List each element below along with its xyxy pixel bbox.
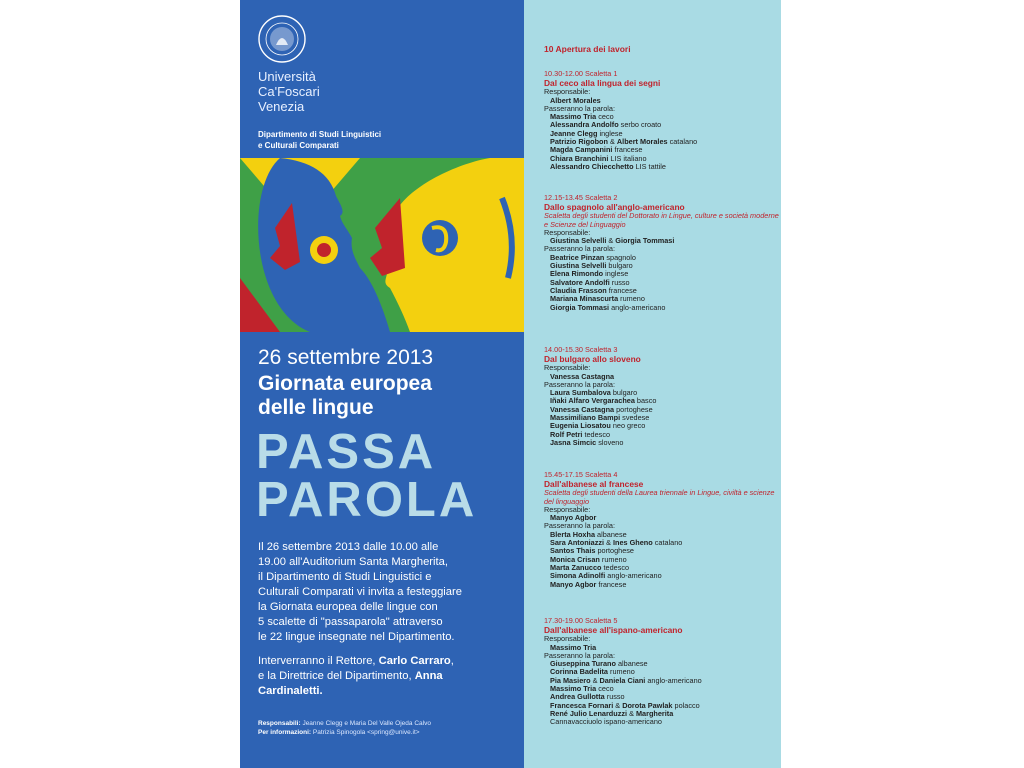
language-label: inglese xyxy=(603,269,629,279)
person-name: Monica Crisan xyxy=(550,554,600,564)
ampersand: & xyxy=(590,675,600,685)
speakers-line xyxy=(258,654,520,669)
person-name: Giustina Selvelli xyxy=(550,261,607,271)
language-label: polacco xyxy=(672,700,700,710)
footer-label: Responsabili: xyxy=(258,720,301,727)
speaker-row xyxy=(544,581,779,589)
passeranno-label: Passeranno la parola: xyxy=(544,379,615,389)
scaletta-title: Dal bulgaro allo sloveno xyxy=(544,354,641,365)
person-name: Laura Sumbalova xyxy=(550,388,611,398)
intro-line: 5 scalette di "passaparola" attraverso xyxy=(258,616,443,628)
language-label: russo xyxy=(604,692,625,702)
scaletta-time: 17.30-19.00 Scaletta 5 xyxy=(544,616,618,625)
university-line-2: Ca'Foscari xyxy=(258,84,320,99)
person-name: Pia Masiero xyxy=(550,675,591,685)
person-name: Chiara Branchini xyxy=(550,153,609,163)
person-name: Manyo Agbor xyxy=(550,513,597,523)
person-name: Massimo Tria xyxy=(550,642,597,652)
person-name: Mariana Minascurta xyxy=(550,294,619,304)
scaletta-block xyxy=(544,471,779,589)
person-name: Jeanne Clegg xyxy=(550,128,598,138)
language-label: russo xyxy=(609,277,630,287)
footer-responsabili xyxy=(258,719,431,728)
language-label: LIS italiano xyxy=(608,153,647,163)
scaletta-note: Scaletta degli studenti del Dottorato in Lingue, culture e società moderne e Scienze del Linguaggio xyxy=(544,211,779,229)
person-name: René Julio Lenarduzzi xyxy=(550,708,628,718)
scaletta-block xyxy=(544,346,779,447)
director-name-part: Anna xyxy=(414,670,443,682)
language-label: francese xyxy=(596,579,627,589)
passaparola-heading xyxy=(256,425,478,527)
language-label: francese xyxy=(612,145,643,155)
ampersand: & xyxy=(627,708,636,718)
intro-line: le 22 lingue insegnate nel Dipartimento. xyxy=(258,631,455,643)
footer-label: Per informazioni: xyxy=(258,729,312,736)
language-label: albanese xyxy=(595,529,627,539)
scaletta-time: 12.15-13.45 Scaletta 2 xyxy=(544,193,618,202)
language-label: LIS tattile xyxy=(633,161,666,171)
language-label: francese xyxy=(606,285,637,295)
speaker-row xyxy=(544,439,779,447)
footer-info xyxy=(258,719,431,737)
intro-paragraph xyxy=(258,540,520,645)
opening-heading: 10 Apertura dei lavori xyxy=(544,44,631,54)
person-name: Ines Gheno xyxy=(612,538,653,548)
university-line-3: Venezia xyxy=(258,99,305,114)
speakers-text: e la Direttrice del Dipartimento, xyxy=(258,670,415,682)
passaparola-line-1: PASSA xyxy=(256,425,437,479)
person-name: Francesca Fornari xyxy=(550,700,614,710)
ampersand: & xyxy=(604,538,613,548)
language-label: rumeno xyxy=(599,554,627,564)
language-label: rumeno xyxy=(618,294,645,304)
scaletta-time: 15.45-17.15 Scaletta 4 xyxy=(544,470,618,479)
passeranno-label: Passeranno la parola: xyxy=(544,650,615,660)
intro-line: il Dipartimento di Studi Linguistici e xyxy=(258,571,432,583)
person-name: Albert Morales xyxy=(616,137,668,147)
intro-line: 19.00 all'Auditorium Santa Margherita, xyxy=(258,556,448,568)
language-label: tedesco xyxy=(601,562,630,572)
person-name: Vanessa Castagna xyxy=(550,371,615,381)
person-name: Daniela Ciani xyxy=(599,675,646,685)
person-name: Salvatore Andolfi xyxy=(550,277,610,287)
ampersand: & xyxy=(613,700,623,710)
person-name: Vanessa Castagna xyxy=(550,404,615,414)
person-name: Cannavacciuolo xyxy=(550,717,602,727)
intro-line: Il 26 settembre 2013 dalle 10.00 alle xyxy=(258,541,439,553)
person-name: Corinna Badelita xyxy=(550,667,608,677)
language-label: svedese xyxy=(620,413,650,423)
person-name: Santos Thais xyxy=(550,546,596,556)
director-name-part: Cardinaletti. xyxy=(258,685,323,697)
event-date: 26 settembre 2013 xyxy=(258,346,434,369)
program-panel xyxy=(524,0,781,768)
passeranno-label: Passeranno la parola: xyxy=(544,521,615,531)
language-label: albanese xyxy=(615,659,648,669)
rector-name: Carlo Carraro xyxy=(378,655,451,667)
person-name: Giustina Selvelli xyxy=(550,236,607,246)
person-name: Rolf Petri xyxy=(550,429,583,439)
scaletta-block xyxy=(544,194,779,312)
language-label: inglese xyxy=(597,128,623,138)
person-name: Massimiliano Bampi xyxy=(550,413,621,423)
person-name: Claudia Frasson xyxy=(550,285,607,295)
department-line-2: e Culturali Comparati xyxy=(258,141,339,150)
speaker-row xyxy=(544,718,779,726)
language-label: ispano-americano xyxy=(601,717,662,727)
left-panel xyxy=(240,0,524,768)
university-name xyxy=(258,69,320,114)
department-name xyxy=(258,129,381,151)
responsabile-label: Responsabile: xyxy=(544,227,591,237)
person-name: Magda Campanini xyxy=(550,145,613,155)
speakers-line xyxy=(258,669,520,684)
person-name: Giorgia Tommasi xyxy=(615,236,675,246)
ampersand: & xyxy=(606,236,616,246)
language-label: anglo-americano xyxy=(645,675,702,685)
language-label: ceco xyxy=(596,112,614,122)
scaletta-title: Dall'albanese al francese xyxy=(544,479,644,490)
scaletta-time: 10.30-12.00 Scaletta 1 xyxy=(544,69,618,78)
language-label: rumeno xyxy=(607,667,635,677)
responsabile-label: Responsabile: xyxy=(544,504,591,514)
poster xyxy=(240,0,781,768)
scaletta-time: 14.00-15.30 Scaletta 3 xyxy=(544,345,618,354)
responsabile-label: Responsabile: xyxy=(544,363,591,373)
person-name: Patrizio Rigobon xyxy=(550,137,608,147)
faces-illustration xyxy=(240,158,524,332)
language-label: portoghese xyxy=(595,546,634,556)
language-label: neo greco xyxy=(610,421,646,431)
speakers-text: Interverranno il Rettore, xyxy=(258,655,379,667)
event-title-line-1: Giornata europea xyxy=(258,372,432,395)
scaletta-title: Dallo spagnolo all'anglo-americano xyxy=(544,202,685,213)
intro-line: Culturali Comparati vi invita a festeggiare xyxy=(258,586,462,598)
speakers-paragraph xyxy=(258,654,520,699)
person-name: Massimo Tria xyxy=(550,684,597,694)
language-label: anglo-americano xyxy=(609,302,666,312)
person-name: Marta Zanucco xyxy=(550,562,602,572)
person-name: Manyo Agbor xyxy=(550,579,597,589)
ampersand: & xyxy=(607,137,617,147)
language-label: bulgaro xyxy=(610,388,638,398)
person-name: Eugenia Liosatou xyxy=(550,421,611,431)
person-name: Margherita xyxy=(635,708,674,718)
person-name: Beatrice Pinzan xyxy=(550,252,605,262)
person-name: Albert Morales xyxy=(550,95,601,105)
person-name: Dorota Pawlak xyxy=(622,700,673,710)
university-line-1: Università xyxy=(258,69,316,84)
scaletta-title: Dal ceco alla lingua dei segni xyxy=(544,78,661,89)
language-label: ceco xyxy=(596,684,614,694)
language-label: bulgaro xyxy=(606,261,633,271)
language-label: spagnolo xyxy=(604,252,636,262)
person-name: Jasna Simcic xyxy=(550,437,597,447)
language-label: serbo croato xyxy=(618,120,662,130)
person-name: Giorgia Tommasi xyxy=(550,302,610,312)
person-name: Simona Adinolfi xyxy=(550,571,606,581)
scaletta-note: Scaletta degli studenti della Laurea triennale in Lingue, civiltà e scienze del linguaggio xyxy=(544,488,775,506)
footer-informazioni xyxy=(258,728,431,737)
passaparola-line-2: PAROLA xyxy=(256,473,478,527)
intro-line: la Giornata europea delle lingue con xyxy=(258,601,438,613)
speaker-row xyxy=(544,304,779,312)
language-label: sloveno xyxy=(596,437,624,447)
event-title xyxy=(258,372,432,420)
person-name: Massimo Tria xyxy=(550,112,597,122)
language-label: portoghese xyxy=(614,404,653,414)
scaletta-block xyxy=(544,70,779,171)
scaletta-title: Dall'albanese all'ispano-americano xyxy=(544,625,683,636)
person-name: Sara Antoniazzi xyxy=(550,538,605,548)
passeranno-label: Passeranno la parola: xyxy=(544,103,615,113)
speaker-row xyxy=(544,163,779,171)
responsabile-label: Responsabile: xyxy=(544,634,591,644)
language-label: tedesco xyxy=(582,429,611,439)
person-name: Iñaki Alfaro Vergarachea xyxy=(550,396,635,406)
speakers-line xyxy=(258,684,520,699)
language-label: anglo-americano xyxy=(605,571,662,581)
footer-value: Patrizia Spinogola <spring@unive.it> xyxy=(312,729,420,736)
person-name: Alessandro Chiecchetto xyxy=(550,161,634,171)
speakers-comma: , xyxy=(450,655,454,667)
person-name: Elena Rimondo xyxy=(550,269,604,279)
person-name: Blerta Hoxha xyxy=(550,529,596,539)
person-name: Andrea Gullotta xyxy=(550,692,605,702)
scaletta-block xyxy=(544,617,779,727)
language-label: basco xyxy=(634,396,657,406)
language-label: catalano xyxy=(652,538,683,548)
language-label: catalano xyxy=(667,137,698,147)
event-title-line-2: delle lingue xyxy=(258,396,374,419)
responsabile-label: Responsabile: xyxy=(544,87,591,97)
department-line-1: Dipartimento di Studi Linguistici xyxy=(258,130,382,139)
university-seal-icon xyxy=(257,14,307,64)
footer-value: Jeanne Clegg e Maria Del Valle Ojeda Calvo xyxy=(302,720,431,727)
person-name: Giuseppina Turano xyxy=(550,659,616,669)
person-name: Alessandra Andolfo xyxy=(550,120,619,130)
passeranno-label: Passeranno la parola: xyxy=(544,244,615,254)
